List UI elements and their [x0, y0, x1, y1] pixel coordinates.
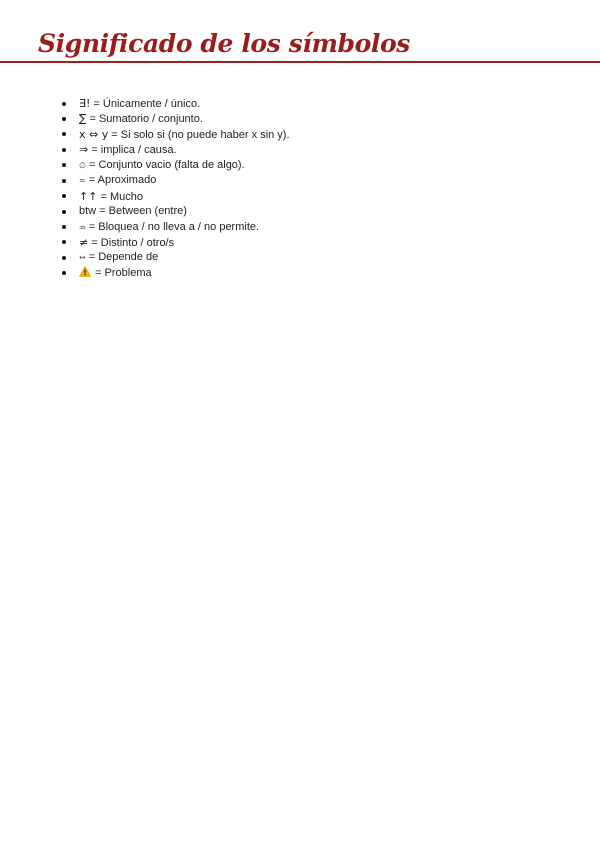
- list-item: [62, 204, 582, 219]
- symbol-meaning: = Bloquea / no lleva a / no permite.: [85, 220, 260, 233]
- bullet-icon: [62, 210, 66, 214]
- list-item: [62, 235, 582, 250]
- bullet-icon: [62, 225, 66, 229]
- symbol-btw: btw: [79, 205, 97, 218]
- symbol-unique: ∃!: [79, 97, 91, 110]
- list-item: [62, 96, 582, 111]
- symbol-meaning: = Si solo si (no puede haber x sin y).: [108, 128, 290, 141]
- symbol-blocks: ⇏: [79, 222, 86, 232]
- symbol-meaning: = Conjunto vacio (falta de algo).: [85, 158, 245, 171]
- symbol-meaning: = Mucho: [97, 190, 143, 203]
- symbol-much: ↑↑: [79, 189, 98, 203]
- list-item: [62, 266, 582, 281]
- list-item: [62, 173, 582, 188]
- list-item: [62, 220, 582, 235]
- symbol-sum: ∑: [79, 112, 87, 126]
- symbol-list: [62, 96, 582, 281]
- symbol-meaning: = Únicamente / único.: [90, 98, 201, 110]
- symbol-meaning: = Between (entre): [96, 205, 187, 218]
- bullet-icon: [62, 271, 66, 275]
- symbol-not-equal: ≠: [79, 235, 89, 249]
- bullet-icon: [62, 240, 66, 244]
- symbol-empty-set: ∅: [79, 160, 86, 170]
- symbol-iff: x ⇔ y: [79, 127, 109, 141]
- symbol-meaning: = implica / causa.: [88, 144, 177, 157]
- bullet-icon: [62, 256, 66, 260]
- symbol-implies: ⇒: [79, 143, 89, 157]
- page-title: Significado de los símbolos: [38, 29, 410, 58]
- list-item: [62, 189, 582, 204]
- bullet-icon: [62, 148, 66, 152]
- symbol-meaning: = Problema: [92, 266, 152, 279]
- list-item: [62, 111, 582, 126]
- bullet-icon: [62, 194, 66, 198]
- bullet-icon: [62, 163, 66, 167]
- symbol-meaning: = Depende de: [85, 251, 159, 264]
- symbol-meaning: = Aproximado: [85, 174, 157, 187]
- bullet-icon: [62, 102, 66, 106]
- symbol-meaning: = Sumatorio / conjunto.: [86, 113, 203, 126]
- bullet-icon: [62, 179, 66, 183]
- warning-icon: [79, 266, 91, 277]
- bullet-icon: [62, 117, 66, 121]
- symbol-depends: ↔: [79, 253, 86, 263]
- list-item: [62, 250, 582, 265]
- list-item: [62, 142, 582, 157]
- bullet-icon: [62, 132, 66, 136]
- symbol-meaning: = Distinto / otro/s: [88, 236, 175, 249]
- symbol-approx: ≈: [79, 176, 86, 186]
- list-item: [62, 158, 582, 173]
- list-item: [62, 127, 582, 142]
- title-divider: [0, 61, 600, 63]
